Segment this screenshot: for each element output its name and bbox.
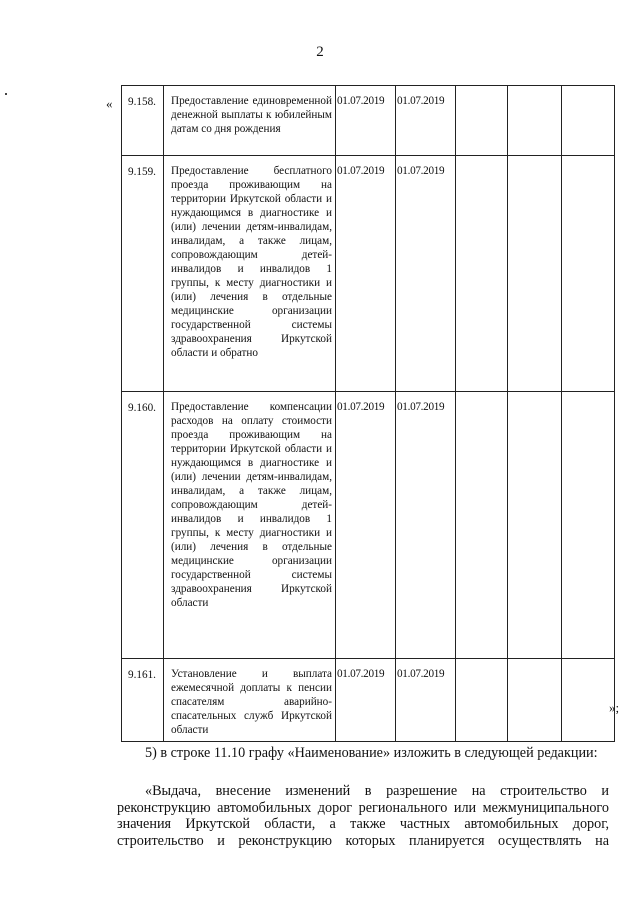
services-table — [121, 85, 615, 742]
date-cell — [336, 392, 396, 659]
row-number-cell — [122, 659, 164, 742]
service-name: Установление и выплата ежемесячной доплаты к пенсии спасателям аварийно-спасательных служб Иркутской области — [171, 668, 332, 736]
service-name-cell — [164, 659, 336, 742]
empty-cell — [562, 86, 615, 156]
date-cell — [336, 86, 396, 156]
empty-cell — [508, 659, 562, 742]
date-cell — [396, 156, 456, 392]
empty-cell — [456, 156, 508, 392]
start-date: 01.07.2019 — [337, 165, 385, 177]
row-number-cell — [122, 86, 164, 156]
row-number: 9.160. — [128, 402, 156, 414]
service-name-cell — [164, 86, 336, 156]
empty-cell — [508, 392, 562, 659]
row-number-cell — [122, 392, 164, 659]
empty-cell — [456, 86, 508, 156]
empty-cell — [562, 156, 615, 392]
empty-cell — [508, 156, 562, 392]
table-row — [122, 392, 615, 659]
row-number: 9.161. — [128, 669, 156, 681]
text-line: значения Иркутской области, а также частных автомобильных дорог, — [117, 816, 609, 833]
new-wording-paragraph — [117, 783, 609, 849]
text-line: реконструкцию автомобильных дорог регионального или межмуниципального — [117, 799, 609, 816]
end-date: 01.07.2019 — [397, 668, 445, 680]
margin-mark — [5, 93, 7, 95]
empty-cell — [456, 659, 508, 742]
date-cell — [396, 86, 456, 156]
end-date: 01.07.2019 — [397, 165, 445, 177]
empty-cell — [562, 659, 615, 742]
table-opening-quote: « — [106, 96, 113, 111]
table-row — [122, 659, 615, 742]
date-cell — [336, 659, 396, 742]
page-number: 2 — [316, 44, 324, 60]
start-date: 01.07.2019 — [337, 95, 385, 107]
service-name: Предоставление бесплатного проезда проживающим на территории Иркутской области и нуждающимся в диагностике и (или) лечении детям-инвалидам, инвалидам, а также лицам, сопровождающим детей-инвалидов и инвалидов 1 группы, к месту диагностики и (или) лечения в отдельные медицинские организации государственной системы здравоохранения Иркутской области и обратно — [171, 165, 332, 359]
text-line: «Выдача, внесение изменений в разрешение на строительство и — [145, 783, 609, 799]
table-row — [122, 86, 615, 156]
table-row — [122, 156, 615, 392]
date-cell — [396, 392, 456, 659]
service-name: Предоставление единовременной денежной выплаты к юбилейным датам со дня рождения — [171, 95, 332, 135]
row-number: 9.159. — [128, 166, 156, 178]
empty-cell — [562, 392, 615, 659]
service-name: Предоставление компенсации расходов на оплату стоимости проезда проживающим на территории Иркутской области и нуждающимся в диагностике и (или) лечении детям-инвалидам, инвалидам, а также лицам, сопровождающим детей-инвалидов и инвалидов 1 группы, к месту диагностики и (или) лечения в отдельные медицинские организации государственной системы здравоохранения Иркутской области — [171, 401, 332, 609]
empty-cell — [456, 392, 508, 659]
end-date: 01.07.2019 — [397, 95, 445, 107]
row-number: 9.158. — [128, 96, 156, 108]
end-date: 01.07.2019 — [397, 401, 445, 413]
start-date: 01.07.2019 — [337, 668, 385, 680]
service-name-cell — [164, 156, 336, 392]
date-cell — [336, 156, 396, 392]
row-number-cell — [122, 156, 164, 392]
text-line: строительство и реконструкцию которых планируется осуществлять на — [117, 832, 609, 849]
table-closing-quote: »; — [609, 700, 620, 715]
item-5-paragraph: 5) в строке 11.10 графу «Наименование» изложить в следующей редакции: — [145, 745, 598, 761]
service-name-cell — [164, 392, 336, 659]
empty-cell — [508, 86, 562, 156]
date-cell — [396, 659, 456, 742]
start-date: 01.07.2019 — [337, 401, 385, 413]
